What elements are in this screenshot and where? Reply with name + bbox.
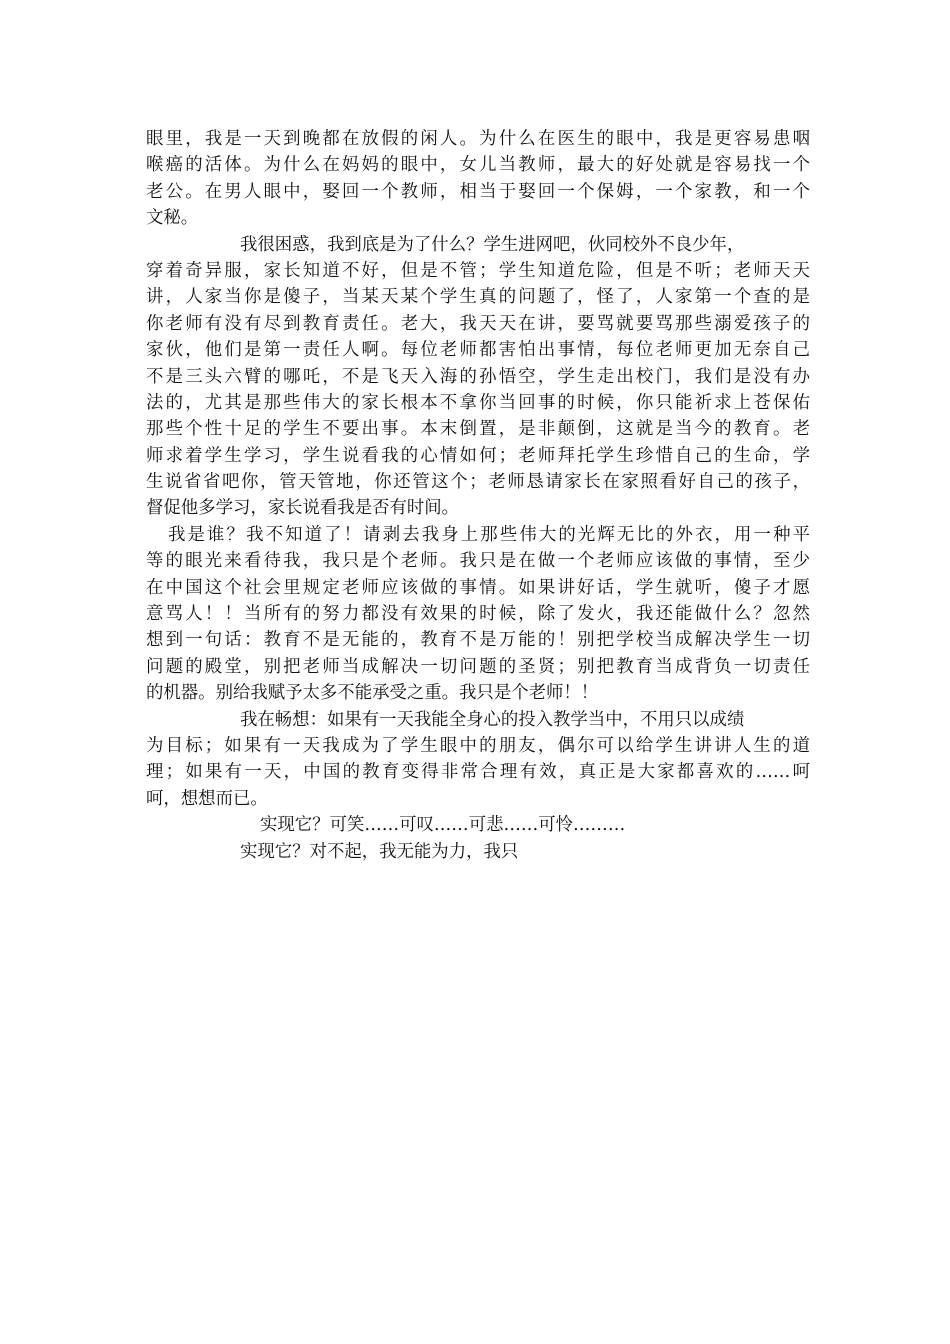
text-line: 为目标；如果有一天我成为了学生眼中的朋友，偶尔可以给学生讲讲人生的道 bbox=[146, 735, 810, 756]
text-line: 我在畅想：如果有一天我能全身心的投入教学当中，不用只以成绩 bbox=[240, 709, 745, 730]
text-line: 我很困惑，我到底是为了什么？学生进网吧，伙同校外不良少年， bbox=[240, 234, 745, 255]
text-line: 那些个性十足的学生不要出事。本末倒置，是非颠倒，这就是当今的教育。老 bbox=[146, 419, 810, 440]
text-line: 喉癌的活体。为什么在妈妈的眼中，女儿当教师，最大的好处就是容易找一个 bbox=[146, 155, 810, 176]
text-line: 讲，人家当你是傻子，当某天某个学生真的问题了，怪了，人家第一个查的是 bbox=[146, 287, 810, 308]
text-line: 督促他多学习，家长说看我是否有时间。 bbox=[146, 498, 460, 519]
text-line: 问题的殿堂，别把老师当成解决一切问题的圣贤；别把教育当成背负一切责任 bbox=[146, 656, 810, 677]
paragraph-3 bbox=[146, 522, 810, 707]
text-line: 家伙，他们是第一责任人啊。每位老师都害怕出事情，每位老师更加无奈自己 bbox=[146, 340, 810, 361]
text-line: 想到一句话：教育不是无能的，教育不是万能的！别把学校当成解决学生一切 bbox=[146, 630, 810, 651]
text-line: 在中国这个社会里规定老师应该做的事情。如果讲好话，学生就听，傻子才愿 bbox=[146, 577, 810, 598]
text-line: 你老师有没有尽到教育责任。老大，我天天在讲，要骂就要骂那些溺爱孩子的 bbox=[146, 313, 810, 334]
text-line: 眼里，我是一天到晚都在放假的闲人。为什么在医生的眼中，我是更容易患咽 bbox=[146, 129, 810, 149]
text-line: 法的，尤其是那些伟大的家长根本不拿你当回事的时候，你只能祈求上苍保佑 bbox=[146, 392, 810, 413]
paragraph-6 bbox=[146, 839, 810, 865]
text-line: 我是谁？我不知道了！请剥去我身上那些伟大的光辉无比的外衣，用一种平 bbox=[168, 524, 810, 545]
text-line: 等的眼光来看待我，我只是个老师。我只是在做一个老师应该做的事情，至少 bbox=[146, 551, 810, 572]
text-line: 意骂人！！当所有的努力都没有效果的时候，除了发火，我还能做什么？忽然 bbox=[146, 604, 810, 625]
text-line: 实现它？可笑……可叹……可悲……可怜……… bbox=[260, 815, 626, 836]
text-line: 老公。在男人眼中，娶回一个教师，相当于娶回一个保姆，一个家教，和一个 bbox=[146, 181, 810, 202]
text-line: 师求着学生学习，学生说看我的心情如何；老师拜托学生珍惜自己的生命，学 bbox=[146, 445, 810, 466]
document-body bbox=[146, 126, 810, 865]
text-line: 不是三头六臂的哪吒，不是飞天入海的孙悟空，学生走出校门，我们是没有办 bbox=[146, 366, 810, 387]
text-line: 生说省省吧你，管天管地，你还管这个；老师恳请家长在家照看好自己的孩子， bbox=[146, 472, 810, 493]
text-line: 的机器。别给我赋予太多不能承受之重。我只是个老师！！ bbox=[146, 683, 599, 704]
text-line: 实现它？对不起，我无能为力，我只 bbox=[240, 841, 519, 862]
text-line: 呵，想想而已。 bbox=[146, 788, 268, 809]
paragraph-2 bbox=[146, 232, 810, 522]
text-line: 理；如果有一天，中国的教育变得非常合理有效，真正是大家都喜欢的……呵 bbox=[146, 762, 810, 783]
text-line: 穿着奇异服，家长知道不好，但是不管；学生知道危险，但是不听；老师天天 bbox=[146, 260, 810, 281]
text-line: 文秘。 bbox=[146, 208, 199, 229]
paragraph-5 bbox=[146, 812, 810, 838]
paragraph-4 bbox=[146, 707, 810, 813]
paragraph-1 bbox=[146, 126, 810, 232]
